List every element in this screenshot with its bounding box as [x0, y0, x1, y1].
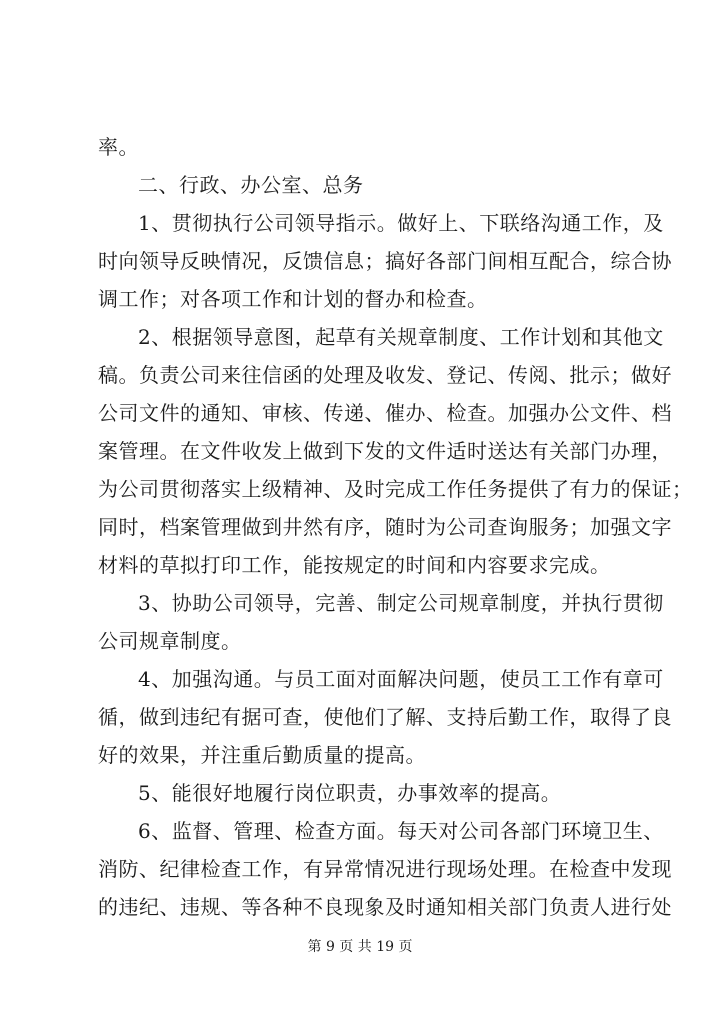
page-number-footer: 第 9 页 共 19 页 — [307, 939, 413, 955]
text-line: 公司文件的通知、审核、传递、催办、检查。加强办公文件、档 — [98, 401, 672, 425]
text-line: 4、加强沟通。与员工面对面解决问题，使员工工作有章可 — [138, 667, 664, 691]
text-line: 公司规章制度。 — [98, 629, 242, 653]
text-line: 好的效果，并注重后勤质量的提高。 — [98, 743, 426, 767]
text-line: 的违纪、违规、等各种不良现象及时通知相关部门负责人进行处 — [98, 895, 672, 919]
text-line: 为公司贯彻落实上级精神、及时完成工作任务提供了有力的保证； — [98, 477, 693, 501]
text-line: 率。 — [98, 135, 139, 159]
text-line: 3、协助公司领导，完善、制定公司规章制度，并执行贯彻 — [138, 591, 664, 615]
text-line: 6、监督、管理、检查方面。每天对公司各部门环境卫生、 — [138, 819, 664, 843]
text-line: 循，做到违纪有据可查，使他们了解、支持后勤工作，取得了良 — [98, 705, 672, 729]
text-line: 材料的草拟打印工作，能按规定的时间和内容要求完成。 — [98, 553, 611, 577]
text-line: 调工作；对各项工作和计划的督办和检查。 — [98, 287, 488, 311]
text-line: 5、能很好地履行岗位职责，办事效率的提高。 — [138, 781, 562, 805]
text-line: 消防、纪律检查工作，有异常情况进行现场处理。在检查中发现 — [98, 857, 672, 881]
text-line: 稿。负责公司来往信函的处理及收发、登记、传阅、批示；做好 — [98, 363, 672, 387]
text-line: 2、根据领导意图，起草有关规章制度、工作计划和其他文 — [138, 325, 664, 349]
document-body — [98, 128, 693, 926]
text-line: 同时，档案管理做到井然有序，随时为公司查询服务；加强文字 — [98, 515, 672, 539]
text-line: 时向领导反映情况，反馈信息；搞好各部门间相互配合，综合协 — [98, 249, 672, 273]
text-line: 案管理。在文件收发上做到下发的文件适时送达有关部门办理， — [98, 439, 672, 463]
text-line: 1、贯彻执行公司领导指示。做好上、下联络沟通工作，及 — [138, 211, 664, 235]
section-heading: 二、行政、办公室、总务 — [138, 173, 364, 197]
